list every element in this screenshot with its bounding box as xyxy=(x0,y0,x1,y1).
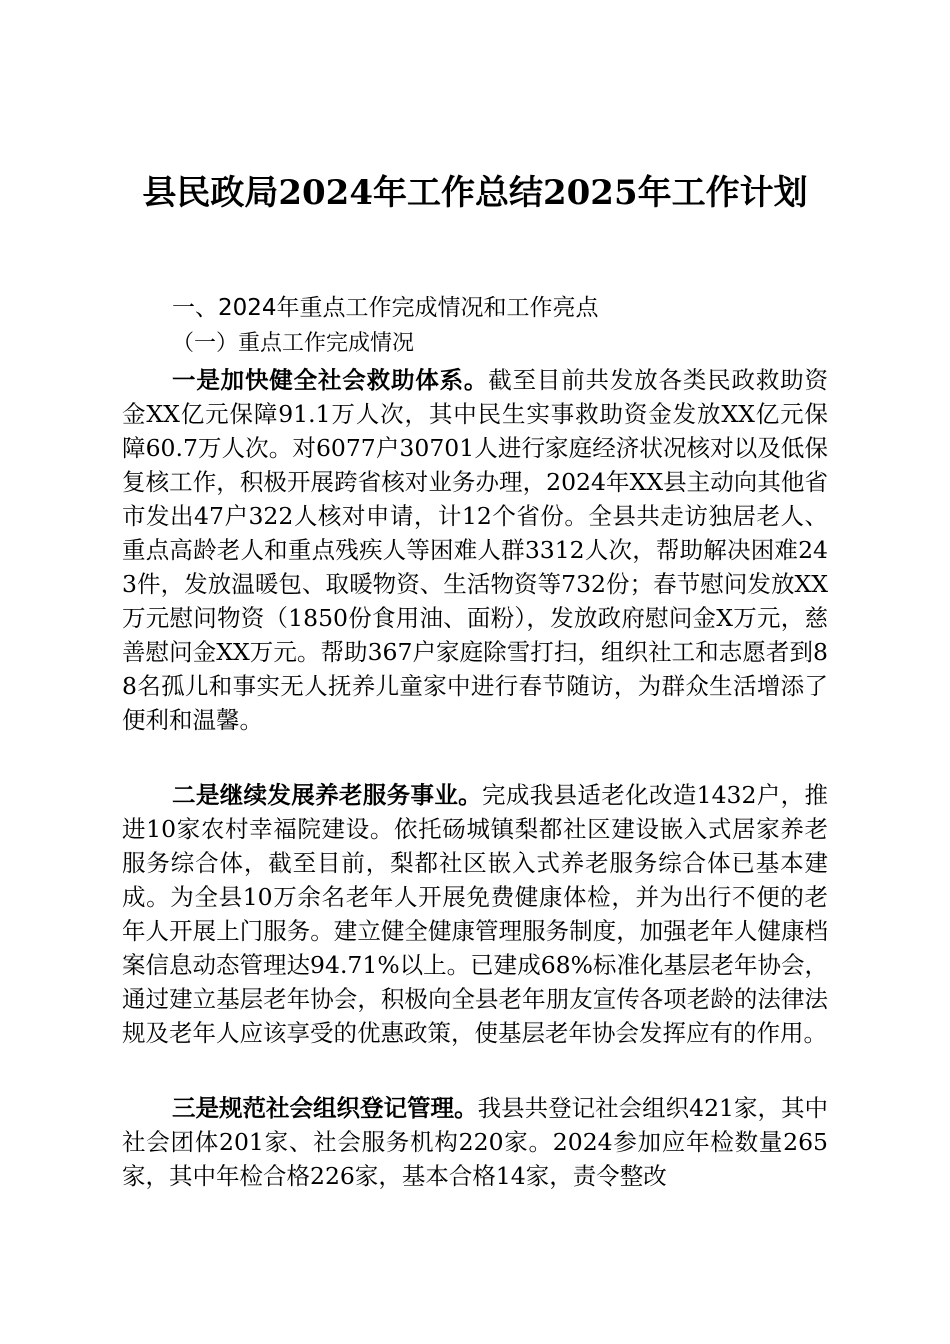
paragraph-lead: 一是加快健全社会救助体系。 xyxy=(172,366,489,394)
paragraph-lead: 二是继续发展养老服务事业。 xyxy=(172,781,483,809)
paragraph-social-assistance xyxy=(122,363,828,737)
subsection-heading: （一）重点工作完成情况 xyxy=(172,331,415,356)
paragraph-body: 完成我县适老化改造1432户，推进10家农村幸福院建设。依托砀城镇梨都社区建设嵌入式居家养老服务综合体，截至目前，梨都社区嵌入式养老服务综合体已基本建成。为全县10万余名老年人开展免费健康体检，并为出行不便的老年人开展上门服务。建立健全健康管理服务制度，加强老年人健康档案信息动态管理达94.71%以上。已建成68%标准化基层老年协会，通过建立基层老年协会，积极向全县老年朋友宣传各项老龄的法律法规及老年人应该享受的优惠政策，使基层老年协会发挥应有的作用。 xyxy=(122,781,829,1047)
paragraph-body: 我县共登记社会组织421家，其中社会团体201家、社会服务机构220家。2024参加应年检数量265家，其中年检合格226家，基本合格14家，责令整改 xyxy=(122,1094,828,1190)
paragraph-lead: 三是规范社会组织登记管理。 xyxy=(172,1094,478,1122)
paragraph-elderly-care xyxy=(122,778,828,1050)
section-heading: 一、2024年重点工作完成情况和工作亮点 xyxy=(172,295,599,321)
paragraph-social-organizations xyxy=(122,1091,828,1195)
paragraph-body: 截至目前共发放各类民政救助资金XX亿元保障91.1万人次，其中民生实事救助资金发放XX亿元保障60.7万人次。对6077户30701人进行家庭经济状况核对以及低保复核工作，积极开展跨省核对业务办理，2024年XX县主动向其他省市发出47户322人核对申请，计12个省份。全县共走访独居老人、重点高龄老人和重点残疾人等困难人群3312人次，帮助解决困难243件，发放温暖包、取暖物资、生活物资等732份；春节慰问发放XX万元慰问物资（1850份食用油、面粉），发放政府慰问金X万元，慈善慰问金XX万元。帮助367户家庭除雪打扫，组织社工和志愿者到88名孤儿和事实无人抚养儿童家中进行春节随访，为群众生活增添了便利和温馨。 xyxy=(122,366,828,734)
document-title: 县民政局2024年工作总结2025年工作计划 xyxy=(142,173,808,213)
